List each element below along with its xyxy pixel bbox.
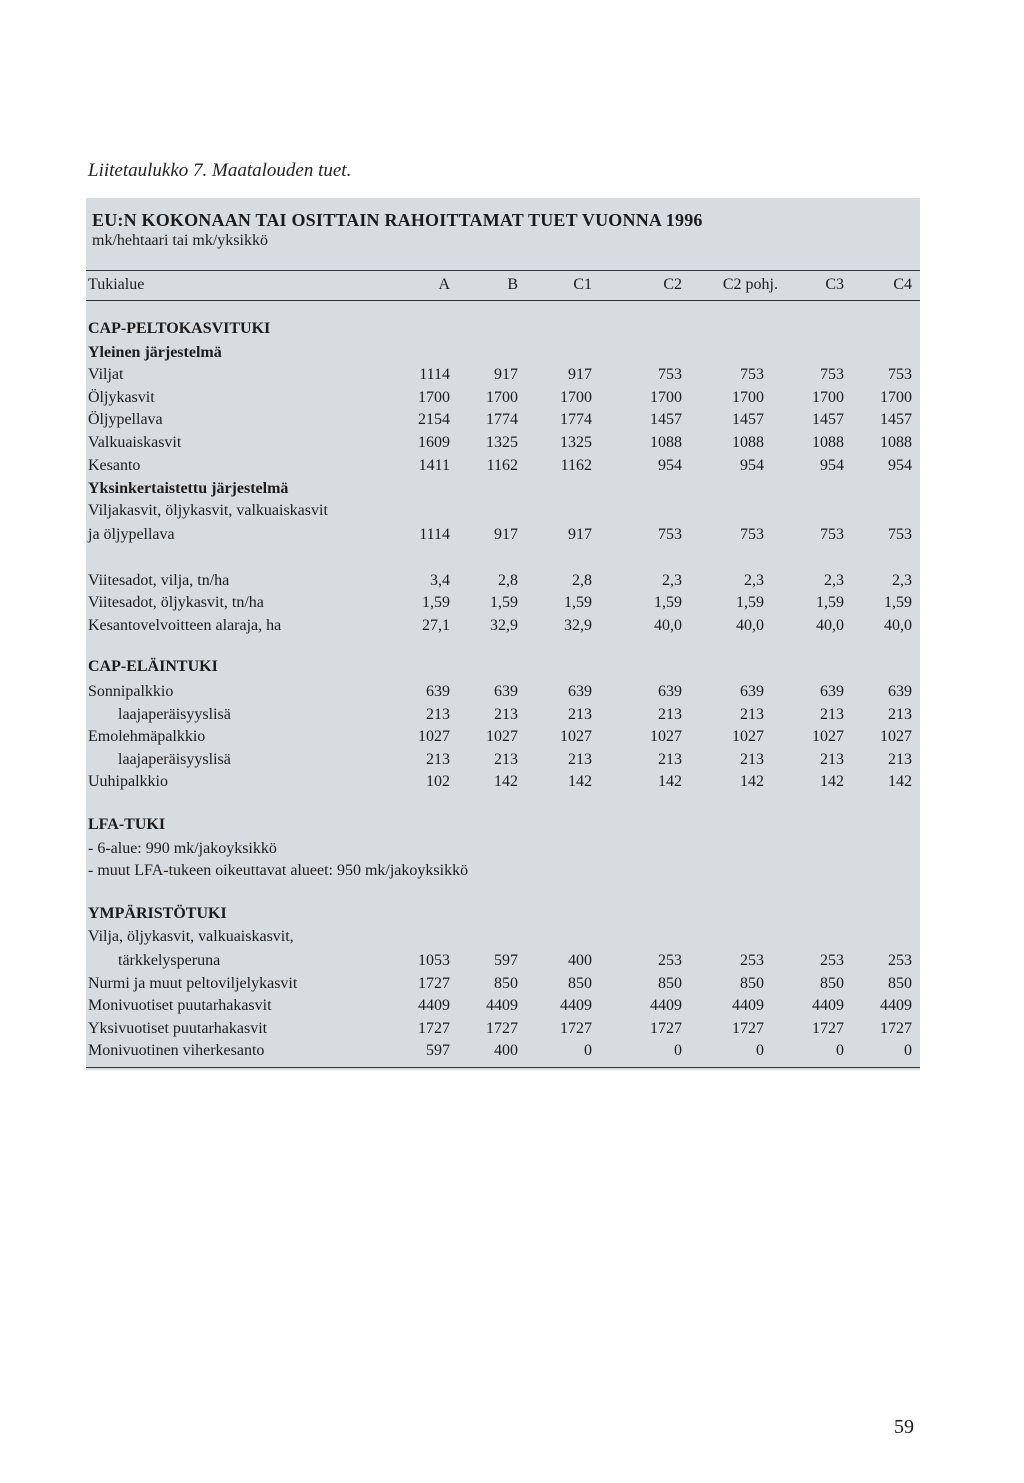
cell-c3: 850 (820, 975, 844, 992)
table-row (86, 411, 920, 433)
page-number: 59 (894, 1416, 914, 1438)
table-header (86, 276, 920, 298)
row-label: Sonnipalkkio (88, 683, 174, 700)
cell-c2-pohj: 1088 (732, 434, 764, 451)
cell-c1: 639 (568, 683, 592, 700)
cell-c2-pohj: 753 (740, 526, 764, 543)
cell-c4: 753 (888, 526, 912, 543)
table-row (86, 928, 920, 950)
cell-c3: 253 (820, 952, 844, 969)
table-title: EU:N KOKONAAN TAI OSITTAIN RAHOITTAMAT TUET VUONNA 1996 (92, 210, 703, 230)
header-c2-pohj: C2 pohj. (722, 276, 778, 293)
cell-c2: 0 (674, 1042, 682, 1059)
subsection-yleinen: Yleinen järjestelmä (88, 344, 222, 361)
cell-a: 1727 (418, 975, 450, 992)
cell-c4: 2,3 (892, 572, 912, 589)
cell-b: 639 (494, 683, 518, 700)
cell-c4: 4409 (880, 997, 912, 1014)
cell-c3: 213 (820, 751, 844, 768)
row-label: Viitesadot, vilja, tn/ha (88, 572, 230, 589)
table-panel (86, 198, 920, 1070)
row-label: Kesanto (88, 457, 141, 474)
header-a: A (438, 276, 450, 293)
cell-c2-pohj: 40,0 (736, 617, 764, 634)
cell-c2-pohj: 1700 (732, 389, 764, 406)
cell-b: 1727 (486, 1020, 518, 1037)
cell-c4: 1088 (880, 434, 912, 451)
cell-c4: 1,59 (884, 594, 912, 611)
row-label: Kesantovelvoitteen alaraja, ha (88, 617, 282, 634)
header-c3: C3 (825, 276, 844, 293)
cell-c4: 850 (888, 975, 912, 992)
cell-c3: 1700 (812, 389, 844, 406)
row-label: Valkuaiskasvit (88, 434, 182, 451)
table-row (86, 594, 920, 616)
row-label: Viitesadot, öljykasvit, tn/ha (88, 594, 264, 611)
cell-b: 142 (494, 773, 518, 790)
table-row (86, 952, 920, 974)
cell-b: 213 (494, 706, 518, 723)
header-b: B (507, 276, 518, 293)
table-caption: Liitetaulukko 7. Maatalouden tuet. (88, 160, 352, 181)
cell-c2: 4409 (650, 997, 682, 1014)
section-ymparisto: YMPÄRISTÖTUKI (88, 905, 227, 922)
row-label: Monivuotinen viherkesanto (88, 1042, 265, 1059)
cell-c2-pohj: 1727 (732, 1020, 764, 1037)
cell-c2-pohj: 753 (740, 366, 764, 383)
cell-a: 213 (426, 706, 450, 723)
cell-c1: 400 (568, 952, 592, 969)
cell-b: 1774 (486, 411, 518, 428)
cell-c2-pohj: 213 (740, 706, 764, 723)
cell-a: 27,1 (422, 617, 450, 634)
cell-c2: 2,3 (662, 572, 682, 589)
header-top-rule (86, 270, 920, 271)
cell-c1: 1162 (560, 457, 592, 474)
cell-c1: 917 (568, 366, 592, 383)
table-row (86, 773, 920, 795)
row-label: Viljakasvit, öljykasvit, valkuaiskasvit (88, 502, 328, 519)
cell-b: 917 (494, 366, 518, 383)
cell-c2-pohj: 2,3 (744, 572, 764, 589)
table-row (86, 706, 920, 728)
cell-c1: 917 (568, 526, 592, 543)
cell-c3: 753 (820, 526, 844, 543)
table-row (86, 683, 920, 705)
row-label: Öljypellava (88, 411, 163, 428)
cell-c3: 2,3 (824, 572, 844, 589)
cell-c1: 0 (584, 1042, 592, 1059)
header-tukialue: Tukialue (88, 276, 145, 293)
cell-a: 4409 (418, 997, 450, 1014)
cell-c2: 1727 (650, 1020, 682, 1037)
cell-a: 1,59 (422, 594, 450, 611)
cell-c2: 753 (658, 526, 682, 543)
cell-a: 639 (426, 683, 450, 700)
cell-c4: 213 (888, 751, 912, 768)
cell-c2: 142 (658, 773, 682, 790)
cell-c2: 639 (658, 683, 682, 700)
cell-c2: 954 (658, 457, 682, 474)
cell-c4: 0 (904, 1042, 912, 1059)
cell-b: 213 (494, 751, 518, 768)
cell-c2-pohj: 954 (740, 457, 764, 474)
cell-c4: 1700 (880, 389, 912, 406)
header-c4: C4 (893, 276, 912, 293)
cell-c4: 253 (888, 952, 912, 969)
cell-c3: 142 (820, 773, 844, 790)
cell-c3: 1457 (812, 411, 844, 428)
cell-a: 3,4 (430, 572, 450, 589)
table-row (86, 502, 920, 524)
cell-c2: 850 (658, 975, 682, 992)
row-label: laajaperäisyyslisä (118, 751, 231, 768)
cell-c2-pohj: 0 (756, 1042, 764, 1059)
cell-c3: 1027 (812, 728, 844, 745)
cell-c3: 639 (820, 683, 844, 700)
cell-c1: 213 (568, 751, 592, 768)
cell-c3: 4409 (812, 997, 844, 1014)
cell-c2-pohj: 253 (740, 952, 764, 969)
cell-c2-pohj: 1457 (732, 411, 764, 428)
cell-c2: 213 (658, 706, 682, 723)
section-lfa: LFA-TUKI (88, 816, 166, 833)
table-row (86, 389, 920, 411)
cell-c3: 1727 (812, 1020, 844, 1037)
section-cap-elain: CAP-ELÄINTUKI (88, 658, 218, 675)
cell-c1: 1325 (560, 434, 592, 451)
cell-c4: 1027 (880, 728, 912, 745)
cell-b: 1162 (486, 457, 518, 474)
row-label: Emolehmäpalkkio (88, 728, 206, 745)
row-label: tärkkelysperuna (118, 952, 221, 969)
cell-c1: 32,9 (564, 617, 592, 634)
row-label: Viljat (88, 366, 124, 383)
cell-b: 4409 (486, 997, 518, 1014)
cell-c2: 40,0 (654, 617, 682, 634)
section-cap-pelto: CAP-PELTOKASVITUKI (88, 320, 271, 337)
cell-a: 1411 (418, 457, 450, 474)
cell-c2: 1088 (650, 434, 682, 451)
cell-c1: 2,8 (572, 572, 592, 589)
cell-a: 2154 (418, 411, 450, 428)
cell-a: 1727 (418, 1020, 450, 1037)
cell-c1: 142 (568, 773, 592, 790)
cell-b: 850 (494, 975, 518, 992)
cell-c1: 1700 (560, 389, 592, 406)
table-row (86, 997, 920, 1019)
table-row (86, 1042, 920, 1064)
table-subtitle: mk/hehtaari tai mk/yksikkö (92, 232, 268, 249)
subsection-yksinkertaistettu: Yksinkertaistettu järjestelmä (88, 480, 289, 497)
table-row (86, 434, 920, 456)
cell-c3: 213 (820, 706, 844, 723)
cell-c3: 40,0 (816, 617, 844, 634)
cell-c4: 142 (888, 773, 912, 790)
cell-c1: 1027 (560, 728, 592, 745)
cell-a: 1027 (418, 728, 450, 745)
cell-c4: 1727 (880, 1020, 912, 1037)
cell-c2: 1700 (650, 389, 682, 406)
header-c1: C1 (573, 276, 592, 293)
cell-c2-pohj: 1,59 (736, 594, 764, 611)
cell-c1: 213 (568, 706, 592, 723)
header-bottom-rule (86, 300, 920, 301)
cell-b: 400 (494, 1042, 518, 1059)
table-row (86, 617, 920, 639)
row-label: Öljykasvit (88, 389, 155, 406)
table-row (86, 572, 920, 594)
cell-b: 32,9 (490, 617, 518, 634)
cell-c2-pohj: 142 (740, 773, 764, 790)
lfa-note-2: - muut LFA-tukeen oikeuttavat alueet: 950 mk/jakoyksikkö (88, 862, 469, 879)
table-row (86, 751, 920, 773)
row-label: Uuhipalkkio (88, 773, 168, 790)
row-label: laajaperäisyyslisä (118, 706, 231, 723)
cell-c4: 753 (888, 366, 912, 383)
table-row (86, 728, 920, 750)
cell-c1: 1727 (560, 1020, 592, 1037)
cell-b: 2,8 (498, 572, 518, 589)
cell-a: 1700 (418, 389, 450, 406)
cell-a: 1053 (418, 952, 450, 969)
cell-c2: 1457 (650, 411, 682, 428)
cell-c4: 213 (888, 706, 912, 723)
cell-c3: 1088 (812, 434, 844, 451)
cell-c2: 253 (658, 952, 682, 969)
cell-c2: 753 (658, 366, 682, 383)
cell-b: 1700 (486, 389, 518, 406)
cell-c1: 850 (568, 975, 592, 992)
table-row (86, 526, 920, 548)
cell-c3: 753 (820, 366, 844, 383)
cell-c4: 954 (888, 457, 912, 474)
cell-a: 1114 (419, 366, 450, 383)
cell-a: 597 (426, 1042, 450, 1059)
cell-c1: 1774 (560, 411, 592, 428)
cell-b: 917 (494, 526, 518, 543)
cell-c2: 1027 (650, 728, 682, 745)
cell-c2-pohj: 850 (740, 975, 764, 992)
cell-a: 1609 (418, 434, 450, 451)
cell-c2-pohj: 1027 (732, 728, 764, 745)
cell-c3: 1,59 (816, 594, 844, 611)
cell-c2: 1,59 (654, 594, 682, 611)
table-row (86, 1020, 920, 1042)
row-label: ja öljypellava (88, 526, 175, 543)
cell-b: 1,59 (490, 594, 518, 611)
cell-c2-pohj: 639 (740, 683, 764, 700)
row-label: Monivuotiset puutarhakasvit (88, 997, 272, 1014)
cell-c3: 0 (836, 1042, 844, 1059)
cell-c4: 639 (888, 683, 912, 700)
cell-c1: 1,59 (564, 594, 592, 611)
cell-a: 102 (426, 773, 450, 790)
cell-c2: 213 (658, 751, 682, 768)
cell-b: 1325 (486, 434, 518, 451)
cell-c4: 1457 (880, 411, 912, 428)
header-c2: C2 (663, 276, 682, 293)
row-label: Yksivuotiset puutarhakasvit (88, 1020, 268, 1037)
lfa-note-1: - 6-alue: 990 mk/jakoyksikkö (88, 840, 277, 857)
cell-c2-pohj: 4409 (732, 997, 764, 1014)
cell-c4: 40,0 (884, 617, 912, 634)
table-bottom-rule (86, 1067, 920, 1068)
cell-c3: 954 (820, 457, 844, 474)
row-label: Nurmi ja muut peltoviljelykasvit (88, 975, 298, 992)
table-row (86, 457, 920, 479)
cell-a: 213 (426, 751, 450, 768)
cell-c2-pohj: 213 (740, 751, 764, 768)
cell-b: 597 (494, 952, 518, 969)
cell-a: 1114 (419, 526, 450, 543)
cell-b: 1027 (486, 728, 518, 745)
table-row (86, 975, 920, 997)
table-row (86, 366, 920, 388)
row-label: Vilja, öljykasvit, valkuaiskasvit, (88, 928, 294, 945)
cell-c1: 4409 (560, 997, 592, 1014)
